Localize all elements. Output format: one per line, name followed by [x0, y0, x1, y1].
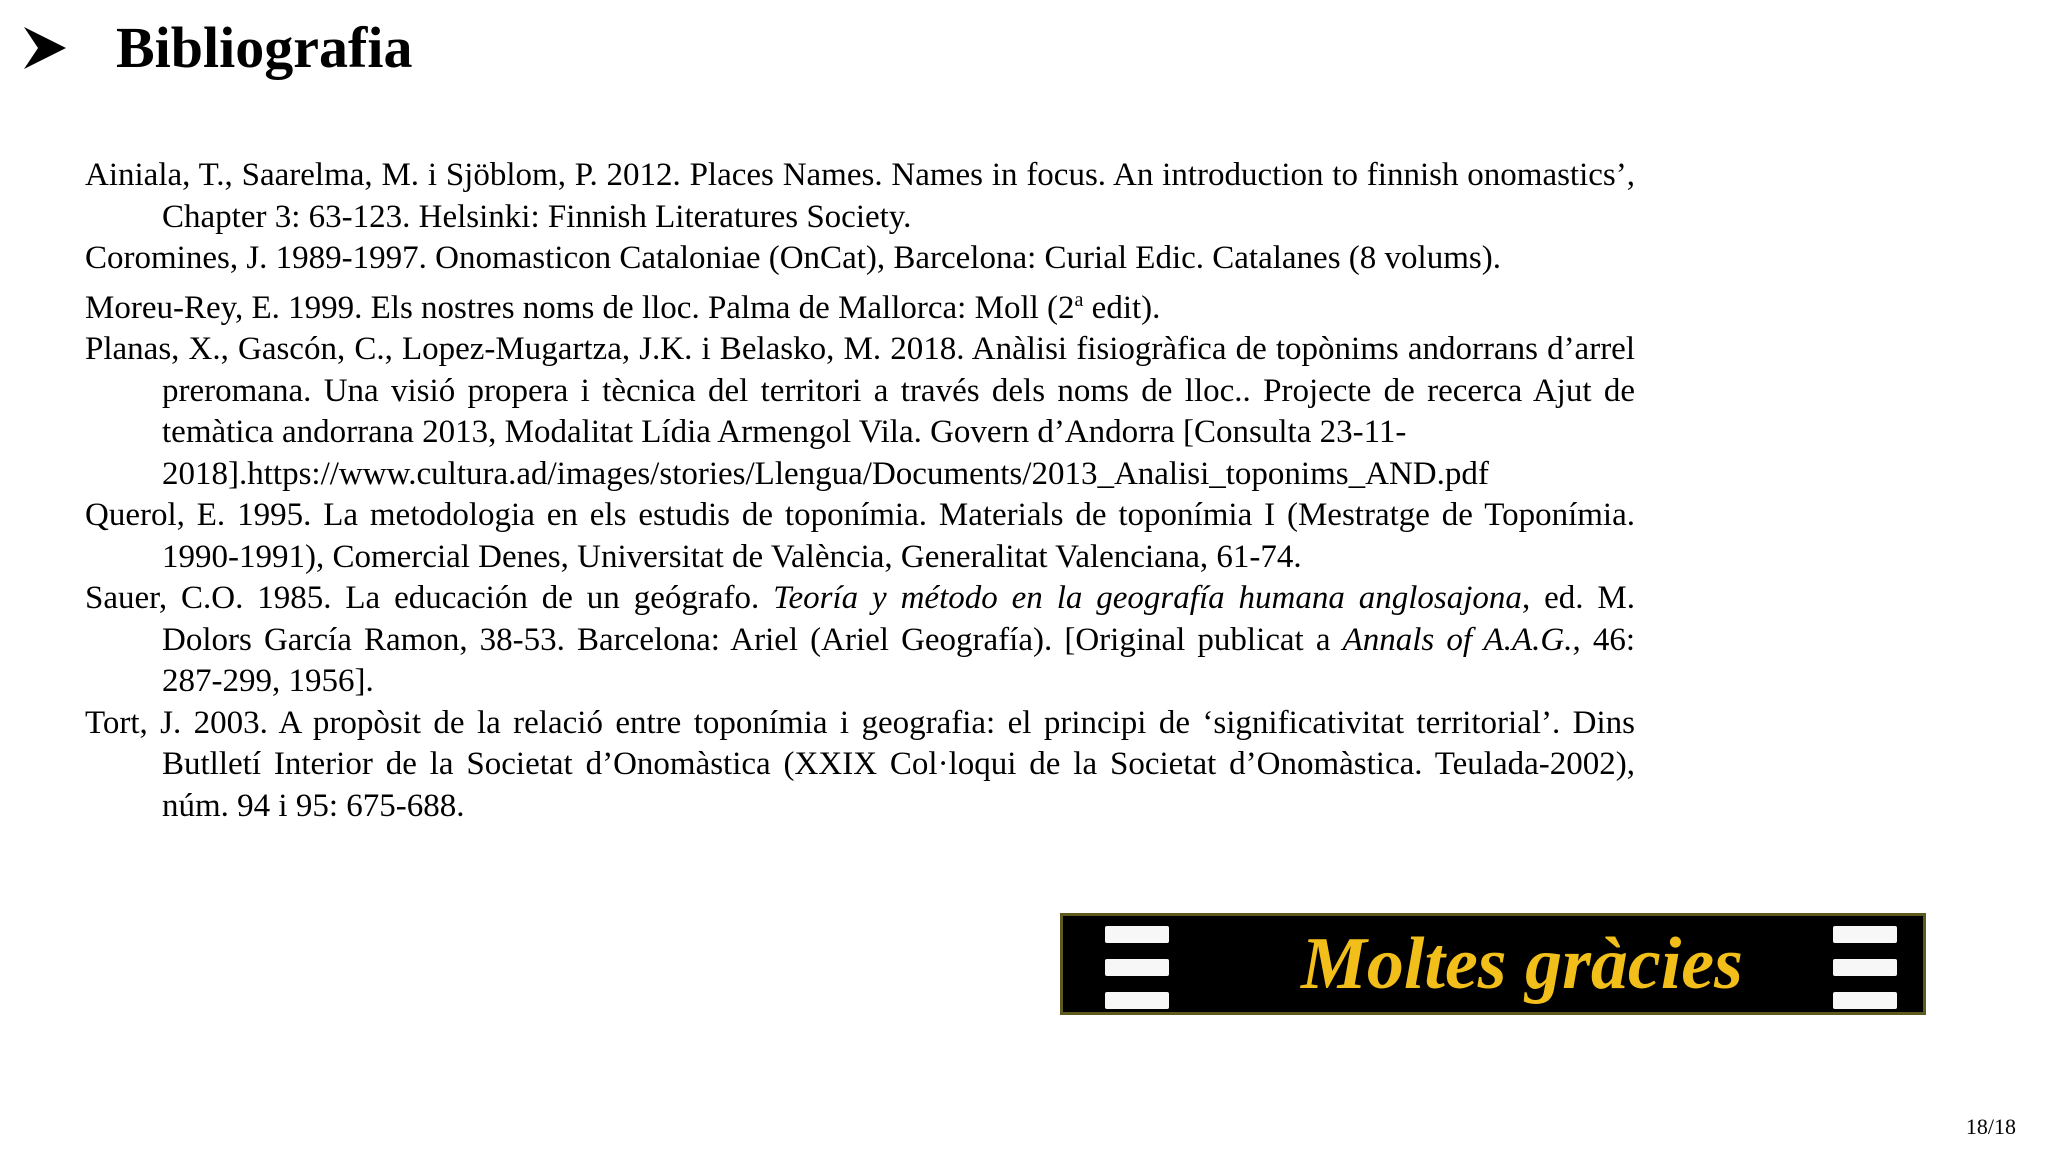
bibliography-list: [85, 155, 1635, 827]
thanks-banner: [1060, 913, 1926, 1015]
reference-text: Coromines, J. 1989-1997. Onomasticon Cataloniae (OnCat), Barcelona: Curial Edic. Catalanes (8 volums).: [85, 240, 1501, 276]
reference-text: Sauer, C.O. 1985. La educación de un geógrafo.: [85, 580, 774, 616]
reference-text: Planas, X., Gascón, C., Lopez-Mugartza, J.K. i Belasko, M. 2018. Anàlisi fisiogràfica de topònims andorrans d’arrel preromana. Una visió propera i tècnica del territori a través dels noms de lloc.. Projecte de recerca Ajut de temàtica andorrana 2013, Modalitat Lídia Armengol Vila. Govern d’Andorra [Consulta 23-11-: [85, 331, 1635, 450]
reference-text: Querol, E. 1995. La metodologia en els estudis de toponímia. Materials de toponímia I (Mestratge de Toponímia. 1990-1991), Comercial Denes, Universitat de València, Generalitat Valenciana, 61-74.: [85, 497, 1635, 575]
reference-text: Moreu-Rey, E. 1999. Els nostres noms de lloc. Palma de Mallorca: Moll (2: [85, 289, 1075, 326]
reference-ainiala: [85, 155, 1635, 238]
reference-planas: [85, 329, 1635, 495]
reference-journal-title: Annals of A.A.G.: [1342, 621, 1573, 658]
superscript-ordinal: a: [1074, 288, 1084, 311]
reference-coromines: [85, 238, 1635, 280]
film-hole: [1833, 959, 1897, 976]
arrowhead-bullet-icon: [22, 25, 68, 71]
reference-url: 2018].https://www.cultura.ad/images/stories/Llengua/Documents/2013_Analisi_toponims_AND.pdf: [162, 455, 1489, 492]
thanks-text: Moltes gràcies: [1301, 922, 1743, 1005]
film-hole: [1833, 992, 1897, 1009]
reference-text: , ed. M. Dolors García Ramon, 38-53. Barcelona: Ariel (Ariel Geografía). [Original publicat a: [162, 580, 1635, 658]
reference-text: , 46: 287-299, 1956].: [162, 621, 1636, 699]
reference-querol: [85, 495, 1635, 578]
reference-text: Ainiala, T., Saarelma, M. i Sjöblom, P. 2012. Places Names. Names in focus. An introduction to finnish onomastics’, Chapter 3: 63-123. Helsinki: Finnish Literatures Society.: [85, 157, 1635, 235]
page-number: 18/18: [1965, 1114, 2016, 1139]
reference-moreu-rey: [85, 280, 1635, 330]
reference-text: Tort, J. 2003. A propòsit de la relació entre toponímia i geografia: el principi de ‘significativitat territorial’. Dins Butlletí Interior de la Societat d’Onomàstica (XXIX Col·loqui de la Societat d’Onomàstica. Teulada-2002), núm. 94 i 95: 675-688.: [85, 704, 1635, 824]
film-hole: [1833, 926, 1897, 943]
reference-sauer: [85, 578, 1635, 703]
reference-text: edit).: [1083, 289, 1161, 326]
reference-tort: [85, 703, 1635, 828]
slide-title-row: [22, 8, 412, 88]
reference-book-title: Teoría y método en la geografía humana anglosajona: [773, 580, 1522, 616]
slide-title: Bibliografia: [116, 15, 413, 80]
film-strip-icon: [1833, 926, 1897, 1009]
